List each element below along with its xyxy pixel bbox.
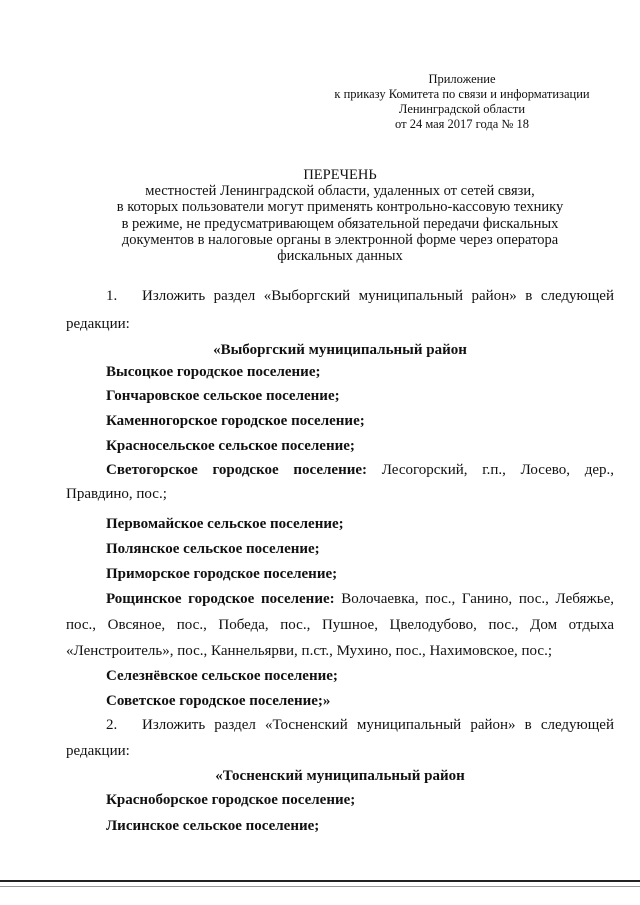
title-line: местностей Ленинградской области, удаленных от сетей связи, (145, 183, 535, 200)
list-item: Лисинское сельское поселение; (106, 818, 320, 834)
list-item: Советское городское поселение;» (106, 693, 331, 709)
list-item: Светогорское городское поселение: Лесогорский, г.п., Лосево, дер., Правдино, пос.; (66, 462, 614, 502)
appendix-date: от 24 мая 2017 года № 18 (395, 117, 529, 131)
appendix-title: Приложение (428, 72, 496, 86)
appendix-region: Ленинградской области (398, 102, 526, 116)
section-1-paragraph (66, 282, 614, 338)
title-line: фискальных данных (277, 248, 403, 265)
scan-edge-line (0, 880, 640, 882)
list-item: Селезнёвское сельское поселение; (106, 668, 338, 684)
section-2-text: Изложить раздел «Тосненский муниципальный район» в следующей редакции: (66, 717, 614, 759)
document-title (90, 167, 590, 264)
list-item: Полянское сельское поселение; (106, 541, 320, 557)
list-item: Гончаровское сельское поселение; (106, 388, 340, 404)
section-1-text: Изложить раздел «Выборгский муниципальный район» в следующей редакции: (66, 288, 614, 332)
title-line: документов в налоговые органы в электронной форме через оператора (121, 231, 559, 248)
appendix-header (322, 72, 602, 132)
section-2-number: 2. (106, 717, 118, 733)
list-item: Рощинское городское поселение: Волочаевка, пос., Ганино, пос., Лебяжье, пос., Овсяное, пос., Победа, пос., Пушное, Цвелодубово, пос., Дом отдыха «Ленстроитель», пос., Каннельярви, п.ст., Мухино, пос., Нахимовское, пос.; (66, 591, 615, 659)
scan-edge-line (0, 886, 640, 887)
list-item: Каменногорское городское поселение; (106, 413, 365, 429)
section-1-number: 1. (106, 288, 118, 304)
appendix-order-ref: к приказу Комитета по связи и информатизации (334, 87, 590, 101)
section-2-paragraph (66, 712, 614, 764)
section-2-heading: «Тосненский муниципальный район (215, 768, 465, 784)
list-item: Высоцкое городское поселение; (106, 364, 321, 380)
section-1-heading: «Выборгский муниципальный район (213, 342, 467, 358)
title-heading: ПЕРЕЧЕНЬ (303, 167, 377, 183)
list-item: Красносельское сельское поселение; (106, 438, 355, 454)
list-item: Приморское городское поселение; (106, 566, 338, 582)
list-item: Красноборское городское поселение; (106, 792, 356, 808)
list-item: Первомайское сельское поселение; (106, 516, 344, 532)
title-line: в которых пользователи могут применять контрольно-кассовую технику (116, 199, 564, 216)
title-line: в режиме, не предусматривающем обязательной передачи фискальных (121, 215, 559, 232)
